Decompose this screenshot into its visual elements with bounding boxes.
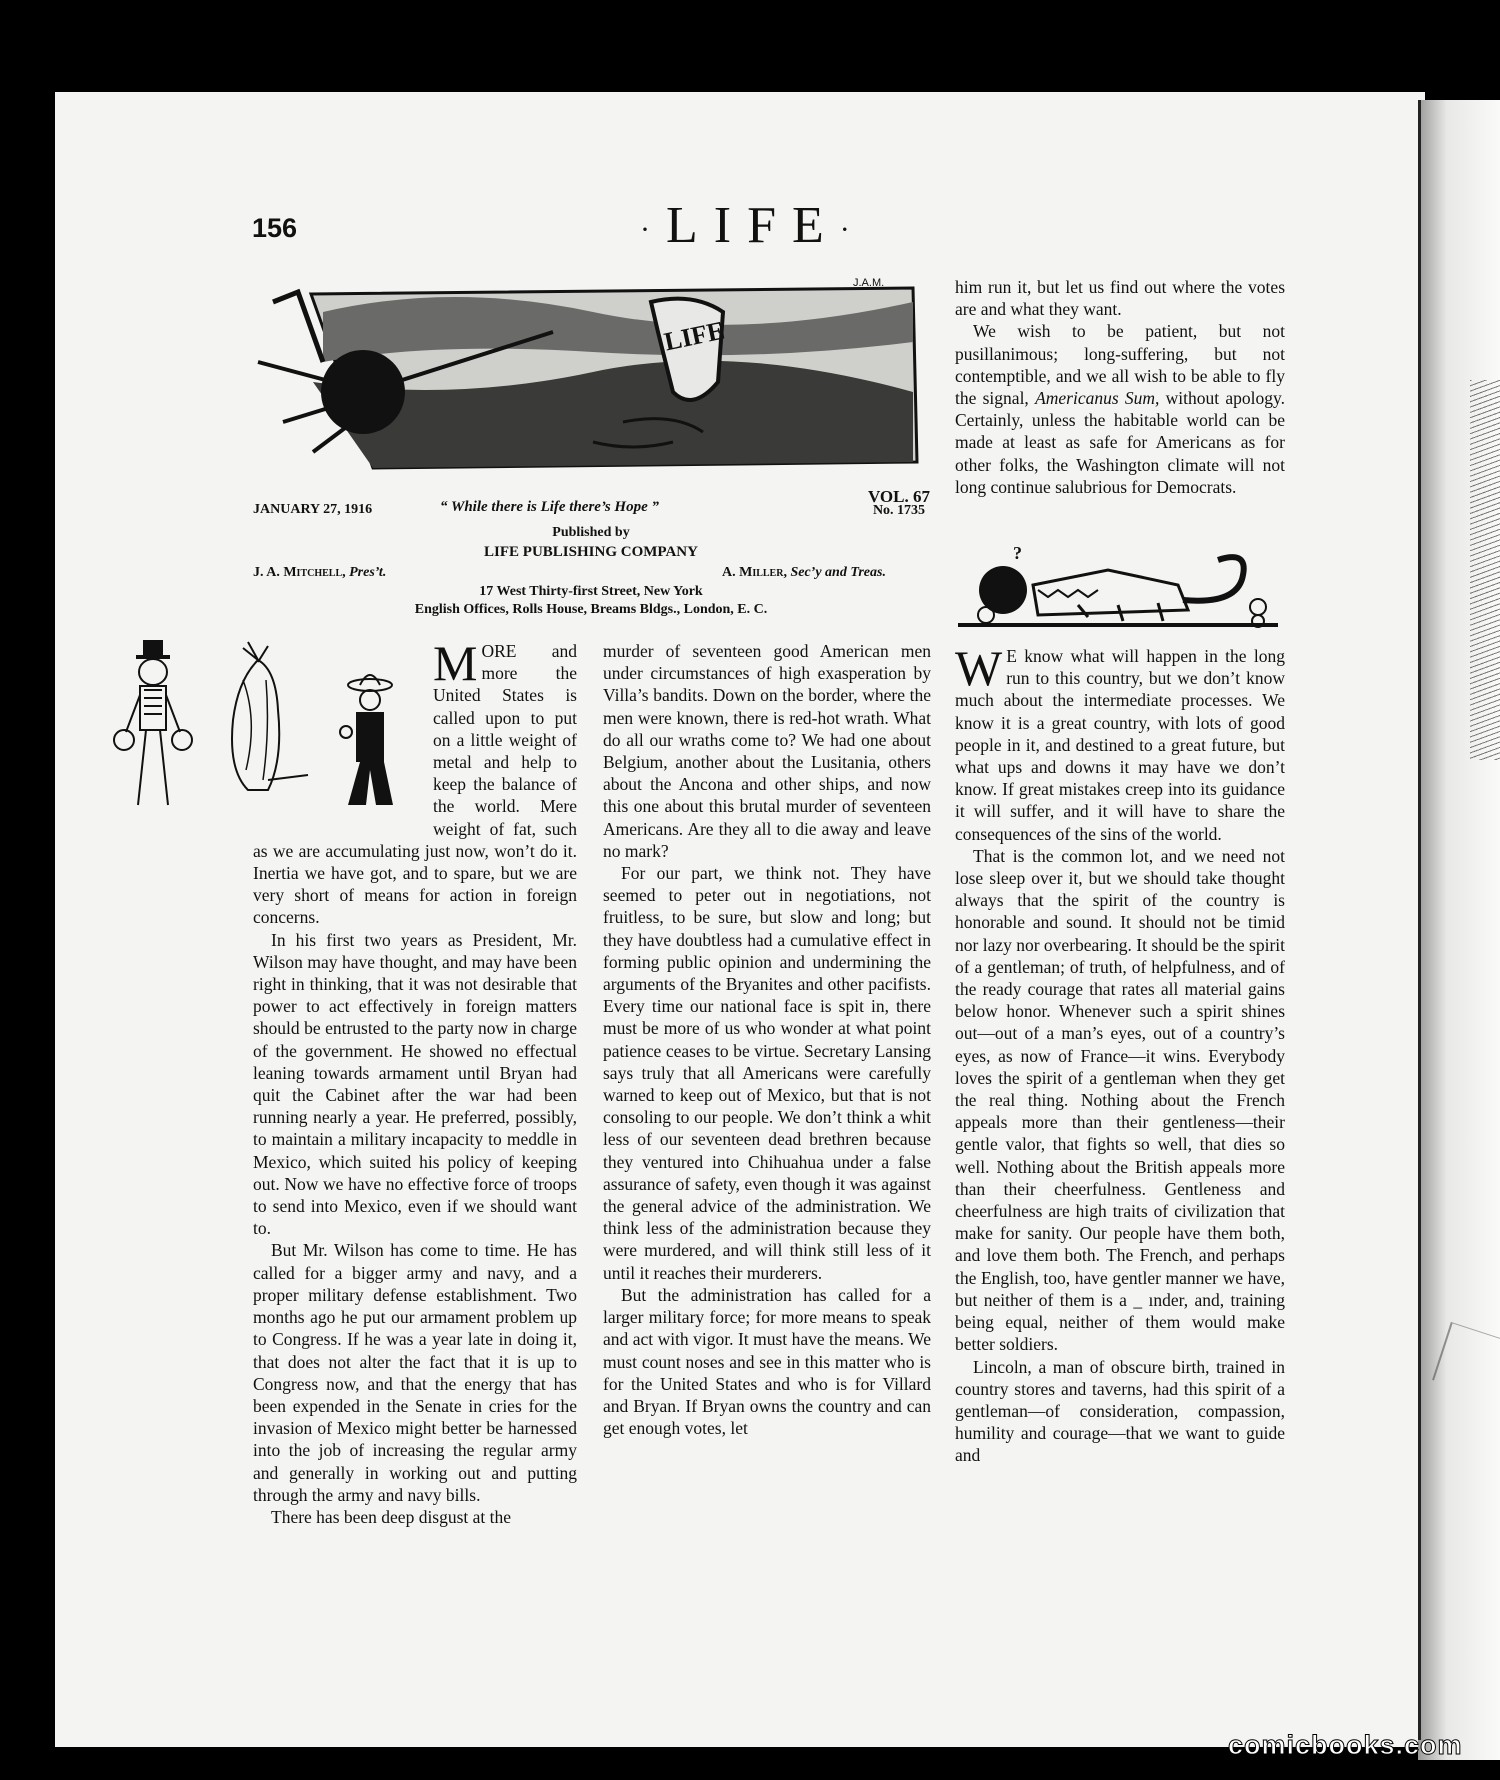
president-name: J. A. Mitchell, xyxy=(253,565,346,580)
col3-para-3-text: E know what will happen in the long run to this country, but we don’t know much about the intermediate processes. We know it is a great country, with lots of good people in it, and destined to a great future, but what ups and downs it may have we don’t know. If great mistakes creep into its guidance it will suffer, and it will have to share the consequences of the sins of the world. xyxy=(955,646,1285,844)
motto: “ While there is Life there’s Hope ” xyxy=(440,499,660,515)
col2-para-1: murder of seventeen good American men under circumstances of high exasperation by Villa’s bandits. Down on the border, where the men were known, there is red-hot wrath. What do all our wraths come to? We had one about Belgium, another about the Lusitania, others about the Ancona and other ships, and now this one about this brutal murder of seventeen Americans. Are they all to die away and leave no mark? xyxy=(603,641,931,861)
col3-para-2-italic: Americanus Sum, xyxy=(1035,388,1160,409)
col3-para-5: Lincoln, a man of obscure birth, trained in country stores and taverns, had this spirit of a gentleman—of consideration, compassion, humility and courage—that we want to guide and xyxy=(955,1356,1285,1466)
uncle-sam-figure xyxy=(114,640,192,805)
page-binding xyxy=(1418,100,1500,1760)
volume: VOL. 67 xyxy=(868,487,930,506)
volume-info xyxy=(868,487,930,518)
dropcap-w: W xyxy=(955,640,1003,696)
english-offices: English Offices, Rolls House, Breams Bldgs., London, E. C. xyxy=(414,602,768,617)
secretary-name: A. Miller, xyxy=(722,565,787,580)
issue-number: No. 1735 xyxy=(872,503,926,518)
col2-para-2: For our part, we think not. They have seemed to peter out in negotiations, not fruitless, to be sure, but slow and long; but they have doubtless had a cumulative effect in forming public opinion and undermining the arguments of the Bryanites and other pacifists. Every time our national face is spit in, there must be more of us who wonder at what point patience ceases to be virtue. Secretary Lansing says truly that all Americans were carefully warned to keep out of Mexico, but that is not consoling to our people. We don’t think a whit less of our seventeen dead brethren because they ventured into Chihuahua under a false assurance of safety, even though it was against the general advice of the administration. We think less of the administration because they were murdered, and will think still less of it until it reaches their murderers. xyxy=(603,863,931,1283)
masthead-dot-left: · xyxy=(640,213,666,247)
page-number: 156 xyxy=(252,213,298,243)
banner-signature: J.A.M. xyxy=(853,277,885,289)
question-mark: ? xyxy=(1013,545,1022,563)
col3-para-4: That is the common lot, and we need not lose sleep over it, but we should take thought always that the spirit of the country is honorable and sound. It should not be timid nor lazy nor overbearing. It should be the spirit of a gentleman; of truth, of helpfulness, and of the ready courage that rates all material gains below honor. Whenever such a spirit shines out—out of a man’s eyes, out of a country’s eyes, as now of France—it wins. Everybody loves the spirit of a gentleman when they get the real thing. Nothing about the French appeals more than their gentleness—their gentle valor, that fights so well, that dies so well. Nothing about the British appeals more than their cheerfulness. Gentleness and cheerfulness are high traits of civilization that make for sanity. Our people have them both, and love them both. The French, and perhaps the English, too, have gentler manner we have, but neither of them is a _ ınder, and, training being equal, neither of them would make better soldiers. xyxy=(955,845,1285,1355)
col1-para-3: But Mr. Wilson has come to time. He has called for a bigger army and navy, and a proper military defense establishment. Two months ago he put our armament problem up to Congress. If he was a year late in doing it, that does not alter the fact that it is up to Congress now, and that the energy that has been expended in the Senate in cries for the invasion of Mexico might better be harnessed into the job of increasing the regular army and generally in working out and putting through the army and navy bills. xyxy=(253,1240,577,1505)
issue-date: JANUARY 27, 1916 xyxy=(253,502,373,517)
col3-para-3 xyxy=(955,640,1285,845)
facing-page-illustration-edge xyxy=(1470,380,1500,760)
published-by: Published by xyxy=(552,525,630,540)
masthead-title: LIFE xyxy=(666,197,840,254)
col1-para-4: There has been deep disgust at the xyxy=(271,1506,512,1527)
column-2 xyxy=(603,640,931,1439)
banner-illustration xyxy=(253,272,929,479)
col3-para-1: him run it, but let us find out where the votes are and what they want. xyxy=(955,277,1285,320)
president xyxy=(253,565,386,581)
col1-para-1-text: ORE and more the United States is called upon to put on a little weight of metal and help to keep the balance of the world. Mere weight of fat, such as we are accumulating just now, won’t do it. Inertia we have got, and to spare, but we are very short of means for action in foreign concerns. xyxy=(253,641,577,928)
address: 17 West Thirty-first Street, New York xyxy=(479,584,703,599)
col3-para-2 xyxy=(955,320,1285,498)
column-3-bottom xyxy=(955,640,1285,1467)
col2-para-3: But the administration has called for a larger military force; for more means to speak and act with vigor. It must have the means. We must count noses and see in this matter who is for the United States and who is for Villard and Bryan. If Bryan owns the country and can get enough votes, let xyxy=(603,1284,931,1439)
binding-edge xyxy=(1418,100,1421,1740)
president-title: Pres’t. xyxy=(349,565,387,580)
column-3-top xyxy=(955,276,1285,498)
site-watermark: comicbooks.com xyxy=(1228,1730,1463,1760)
col3-para-2-before: We wish to be patient, but not pusillanimous; long-suffering, but not contemptible, and we all wish to be able to fly the signal, xyxy=(955,321,1285,409)
shield-text: LIFE xyxy=(661,315,728,357)
alligator-illustration xyxy=(958,545,1292,635)
secretary-title: Sec’y and Treas. xyxy=(790,565,886,580)
figure-wrap-space xyxy=(253,640,433,820)
col1-para-2: In his first two years as President, Mr. Wilson may have thought, and may have been right in thinking, that it was not desirable that power to act effectively in foreign matters should be entrusted to the party now in charge of the government. He showed no effectual leaning towards armament until Bryan had quit the Cabinet after the war had been running nearly a year. He preferred, possibly, to maintain a military incapacity to meddle in Mexico, which suited his policy of keeping out. Now we have no effective force of troops to send into Mexico, even if we should want to. xyxy=(253,929,577,1239)
dropcap-m: M xyxy=(433,635,478,691)
col3-para-2-after: without apology. Certainly, unless the habitable world can be made at least as safe for Americans as for other folks, the Washington climate will not long continue salubrious for Democrats. xyxy=(955,388,1286,497)
company-name: LIFE PUBLISHING COMPANY xyxy=(484,544,698,560)
masthead-dot-right: · xyxy=(839,213,866,247)
secretary xyxy=(722,565,886,581)
masthead xyxy=(640,196,866,255)
column-1 xyxy=(253,635,577,1528)
